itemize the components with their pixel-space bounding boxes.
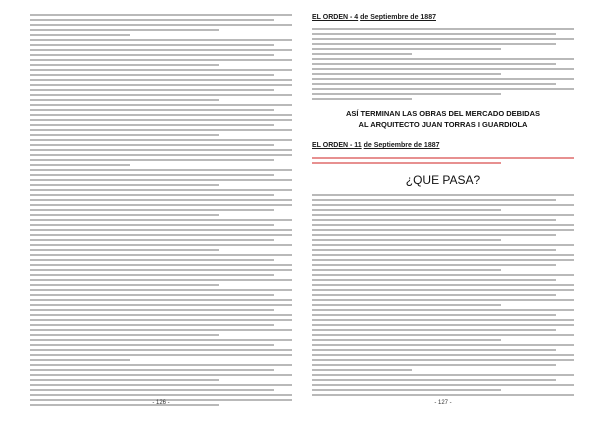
section2-heading-label: EL ORDEN - 11 <box>312 142 362 149</box>
right-page <box>312 14 574 406</box>
section1-heading <box>312 14 436 21</box>
article-banner-line2: AL ARQUITECTO JUAN TORRAS I GUARDIOLA <box>358 120 528 129</box>
article-banner-line1: ASÍ TERMINAN LAS OBRAS DEL MERCADO DEBIDAS <box>345 109 541 118</box>
left-page-body-text <box>30 14 292 409</box>
right-page-number: - 127 - <box>434 400 452 406</box>
section2-heading-date: de Septiembre de 1887 <box>363 142 440 149</box>
section1-heading-date: de Septiembre de 1887 <box>360 14 436 21</box>
section2-intro-text <box>312 157 574 167</box>
left-page-number: - 126 - <box>152 400 170 406</box>
article-banner <box>312 108 574 130</box>
article-title: ¿QUE PASA? <box>405 173 481 187</box>
left-page <box>30 14 292 406</box>
section2-heading <box>312 142 440 149</box>
section1-body-text <box>312 28 574 103</box>
section1-heading-label: EL ORDEN - 4 <box>312 14 359 21</box>
article-body-text <box>312 194 574 399</box>
